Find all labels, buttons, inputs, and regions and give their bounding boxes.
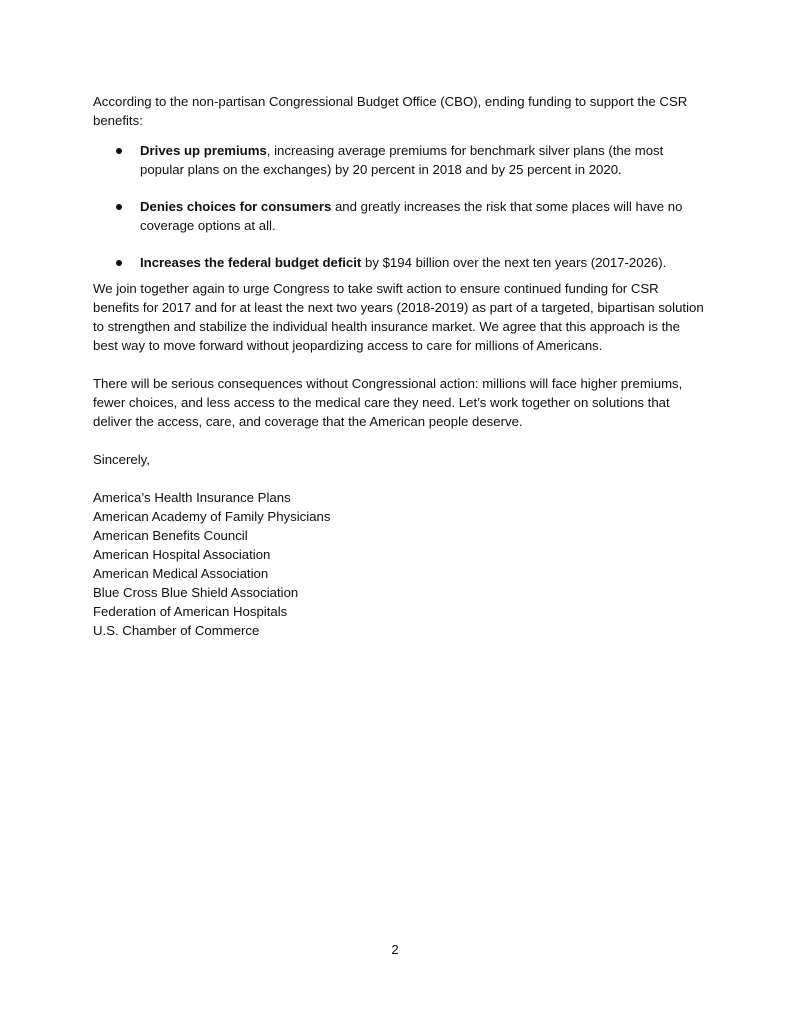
bullet-heading: Drives up premiums (140, 143, 267, 158)
signatory-name: Federation of American Hospitals (93, 604, 288, 619)
page-number: 2 (391, 942, 399, 957)
signatory-name: American Benefits Council (93, 528, 248, 543)
bullet-heading: Denies choices for consumers (140, 199, 332, 214)
bullet-icon (116, 148, 122, 154)
intro-paragraph: According to the non-partisan Congressional Budget Office (CBO), ending funding to support the CSR benefits: (93, 94, 688, 128)
bullet-text: by $194 billion over the next ten years (2017-2026). (361, 255, 667, 270)
signatory-list (93, 488, 708, 640)
signatory-name: America’s Health Insurance Plans (93, 490, 291, 505)
closing-salutation: Sincerely, (93, 452, 150, 467)
list-item (93, 253, 708, 272)
body-paragraph: We join together again to urge Congress to take swift action to ensure continued funding for CSR benefits for 2017 and for at least the next two years (2018-2019) as part of a targeted, bipartisan solution to strengthen and stabilize the individual health insurance market. We agree that this approach is the best way to move forward without jeopardizing access to care for millions of Americans. (93, 281, 704, 353)
list-item (93, 141, 708, 179)
bullet-heading: Increases the federal budget deficit (140, 255, 362, 270)
signatory-name: U.S. Chamber of Commerce (93, 623, 260, 638)
signatory-name: American Medical Association (93, 566, 269, 581)
bullet-icon (116, 260, 122, 266)
body-paragraph: There will be serious consequences without Congressional action: millions will face higher premiums, fewer choices, and less access to the medical care they need. Let’s work together on solutions that deliver the access, care, and coverage that the American people deserve. (93, 376, 683, 429)
signatory-name: American Academy of Family Physicians (93, 509, 331, 524)
signatory-name: American Hospital Association (93, 547, 271, 562)
bullet-text: and greatly increases the risk that some places will have no coverage options at all. (140, 199, 683, 233)
signatory-name: Blue Cross Blue Shield Association (93, 585, 299, 600)
cbo-findings-list (93, 141, 708, 272)
letter-body (93, 92, 708, 640)
bullet-icon (116, 204, 122, 210)
bullet-text: , increasing average premiums for benchmark silver plans (the most popular plans on the exchanges) by 20 percent in 2018 and by 25 percent in 2020. (140, 143, 664, 177)
list-item (93, 197, 708, 235)
